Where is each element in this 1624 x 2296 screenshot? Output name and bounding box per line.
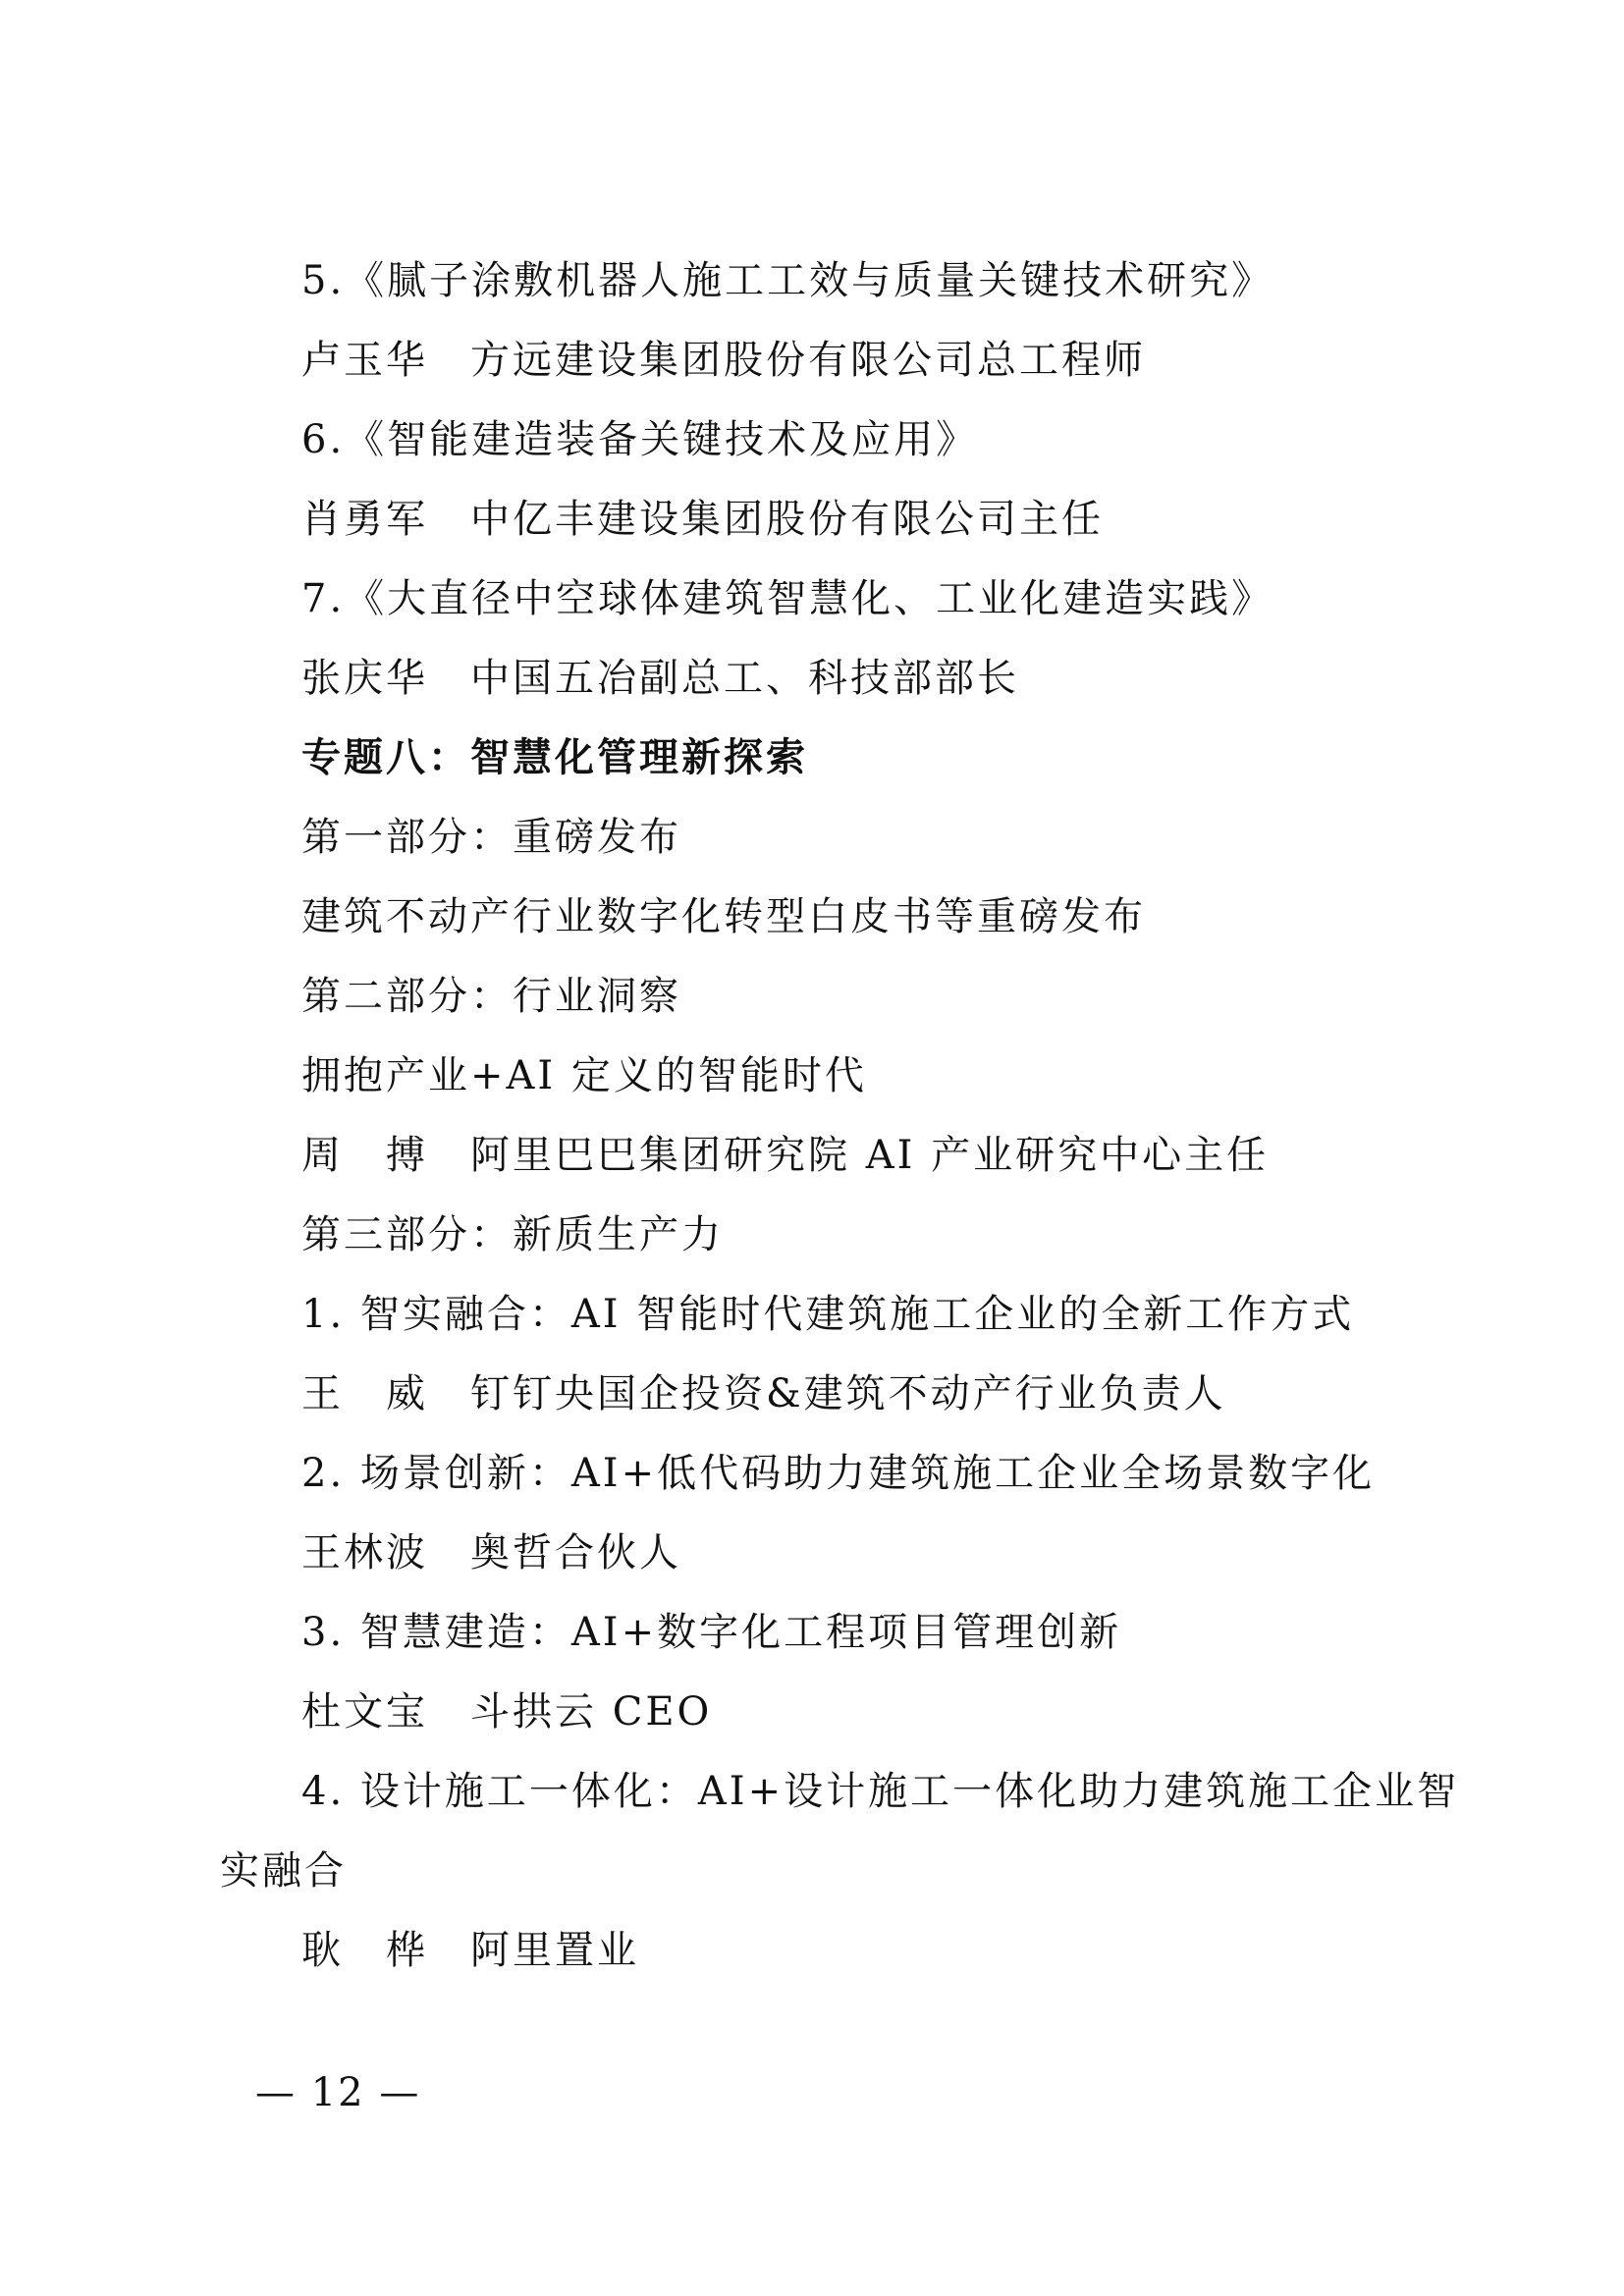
talk-title-3: 3. 智慧建造：AI+数字化工程项目管理创新 <box>301 1610 1122 1655</box>
text-line: 建筑不动产行业数字化转型白皮书等重磅发布 <box>301 894 1146 939</box>
speaker-line: 王林波 奥哲合伙人 <box>301 1530 681 1575</box>
talk-title-6: 6.《智能建造装备关键技术及应用》 <box>301 417 979 462</box>
part-heading: 第三部分：新质生产力 <box>301 1212 724 1257</box>
speaker-line: 卢玉华 方远建设集团股份有限公司总工程师 <box>301 338 1146 383</box>
speaker-line: 肖勇军 中亿丰建设集团股份有限公司主任 <box>301 497 1104 542</box>
speaker-line: 耿 桦 阿里置业 <box>301 1928 639 1973</box>
talk-title: 拥抱产业+AI 定义的智能时代 <box>301 1053 867 1098</box>
talk-title-1: 1. 智实融合：AI 智能时代建筑施工企业的全新工作方式 <box>301 1292 1355 1337</box>
page-number: — 12 — <box>255 2070 421 2115</box>
talk-title-7: 7.《大直径中空球体建筑智慧化、工业化建造实践》 <box>301 576 1274 621</box>
talk-title-4-continuation: 实融合 <box>220 1848 347 1894</box>
speaker-line: 杜文宝 斗拱云 CEO <box>301 1689 713 1735</box>
part-heading: 第二部分：行业洞察 <box>301 974 681 1019</box>
part-heading: 第一部分：重磅发布 <box>301 815 681 860</box>
talk-title-4: 4. 设计施工一体化：AI+设计施工一体化助力建筑施工企业智 <box>301 1769 1460 1814</box>
talk-title-5: 5.《腻子涂敷机器人施工工效与质量关键技术研究》 <box>301 258 1274 303</box>
speaker-line: 周 搏 阿里巴巴集团研究院 AI 产业研究中心主任 <box>301 1133 1270 1178</box>
talk-title-2: 2. 场景创新：AI+低代码助力建筑施工企业全场景数字化 <box>301 1451 1376 1496</box>
section-heading: 专题八：智慧化管理新探索 <box>301 734 808 780</box>
speaker-line: 张庆华 中国五冶副总工、科技部部长 <box>301 656 1019 701</box>
speaker-line: 王 威 钉钉央国企投资&建筑不动产行业负责人 <box>301 1371 1226 1416</box>
